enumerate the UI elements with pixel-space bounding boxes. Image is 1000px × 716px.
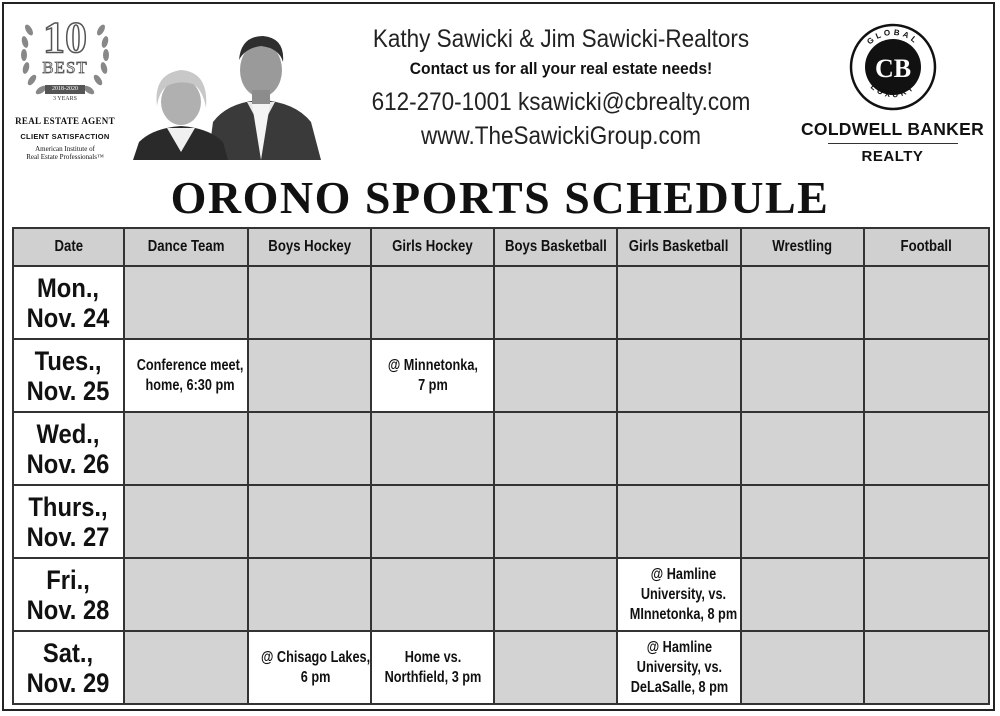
column-header: Girls Hockey	[371, 228, 494, 266]
badge-word: BEST	[42, 58, 88, 77]
empty-cell	[864, 631, 989, 704]
event-cell: @ Minnetonka, 7 pm	[371, 339, 494, 412]
empty-cell	[864, 339, 989, 412]
empty-cell	[494, 412, 617, 485]
empty-cell	[371, 412, 494, 485]
website-link[interactable]: www.TheSawickiGroup.com	[420, 122, 702, 150]
badge-number: 10	[43, 13, 87, 62]
column-header: Girls Basketball	[617, 228, 741, 266]
column-header: Boys Hockey	[248, 228, 371, 266]
svg-text:LUXURY: LUXURY	[868, 82, 917, 100]
column-header: Football	[864, 228, 989, 266]
tagline: Contact us for all your real estate needs!	[409, 59, 713, 78]
cb-monogram: CB	[874, 54, 911, 83]
empty-cell	[864, 266, 989, 339]
badge-line-agent: REAL ESTATE AGENT	[15, 116, 115, 126]
agents-portrait-image	[133, 30, 328, 160]
empty-cell	[741, 266, 864, 339]
agents-photo	[133, 30, 328, 160]
brand-divider	[828, 143, 958, 144]
column-header: Boys Basketball	[494, 228, 617, 266]
empty-cell	[248, 412, 371, 485]
empty-cell	[124, 412, 248, 485]
empty-cell	[617, 412, 741, 485]
empty-cell	[248, 485, 371, 558]
empty-cell	[371, 558, 494, 631]
schedule-table	[12, 227, 990, 705]
global-luxury-seal-icon	[848, 22, 938, 112]
badge-years-range: 2018-2020	[45, 85, 85, 94]
contact-block	[335, 22, 787, 153]
empty-cell	[741, 558, 864, 631]
empty-cell	[124, 558, 248, 631]
schedule-body	[13, 266, 989, 704]
event-cell: Home vs. Northfield, 3 pm	[371, 631, 494, 704]
table-row	[13, 339, 989, 412]
empty-cell	[494, 558, 617, 631]
event-cell: @ Hamline University, vs. DeLaSalle, 8 pm	[617, 631, 741, 704]
empty-cell	[741, 412, 864, 485]
empty-cell	[371, 266, 494, 339]
empty-cell	[741, 631, 864, 704]
date-cell: Fri., Nov. 28	[13, 558, 124, 631]
table-row	[13, 412, 989, 485]
brand-name: COLDWELL BANKER	[800, 119, 985, 139]
empty-cell	[864, 485, 989, 558]
empty-cell	[864, 558, 989, 631]
column-header: Date	[13, 228, 124, 266]
empty-cell	[124, 266, 248, 339]
empty-cell	[494, 485, 617, 558]
date-cell: Sat., Nov. 29	[13, 631, 124, 704]
table-row	[13, 485, 989, 558]
badge-line-institute: American Institute of Real Estate Professionals™	[26, 145, 104, 161]
date-cell: Wed., Nov. 26	[13, 412, 124, 485]
date-cell: Thurs., Nov. 27	[13, 485, 124, 558]
badge-line-satisfaction: CLIENT SATISFACTION	[20, 132, 110, 141]
column-header: Dance Team	[124, 228, 248, 266]
table-row	[13, 266, 989, 339]
date-cell: Tues., Nov. 25	[13, 339, 124, 412]
empty-cell	[617, 266, 741, 339]
table-header-row	[13, 228, 989, 266]
event-cell: Conference meet, home, 6:30 pm	[124, 339, 248, 412]
date-cell: Mon., Nov. 24	[13, 266, 124, 339]
best-agent-badge	[10, 10, 120, 168]
table-row	[13, 631, 989, 704]
empty-cell	[124, 631, 248, 704]
empty-cell	[617, 339, 741, 412]
page-title: ORONO SPORTS SCHEDULE	[170, 172, 830, 223]
brand-sub: REALTY	[861, 148, 924, 165]
agent-names: Kathy Sawicki & Jim Sawicki-Realtors	[372, 25, 750, 53]
empty-cell	[124, 485, 248, 558]
column-header: Wrestling	[741, 228, 864, 266]
laurel-seal	[15, 10, 115, 106]
empty-cell	[494, 631, 617, 704]
empty-cell	[371, 485, 494, 558]
empty-cell	[741, 339, 864, 412]
phone-email: 612-270-1001 ksawicki@cbrealty.com	[371, 88, 751, 116]
table-row	[13, 558, 989, 631]
empty-cell	[248, 339, 371, 412]
empty-cell	[494, 339, 617, 412]
svg-text:GLOBAL: GLOBAL	[864, 27, 921, 47]
empty-cell	[248, 558, 371, 631]
empty-cell	[864, 412, 989, 485]
event-cell: @ Chisago Lakes, 6 pm	[248, 631, 371, 704]
event-cell: @ Hamline University, vs. MInnetonka, 8 pm	[617, 558, 741, 631]
coldwell-banker-logo	[795, 22, 990, 165]
badge-years-count: 3 YEARS	[53, 96, 77, 102]
empty-cell	[494, 266, 617, 339]
empty-cell	[617, 485, 741, 558]
empty-cell	[741, 485, 864, 558]
empty-cell	[248, 266, 371, 339]
